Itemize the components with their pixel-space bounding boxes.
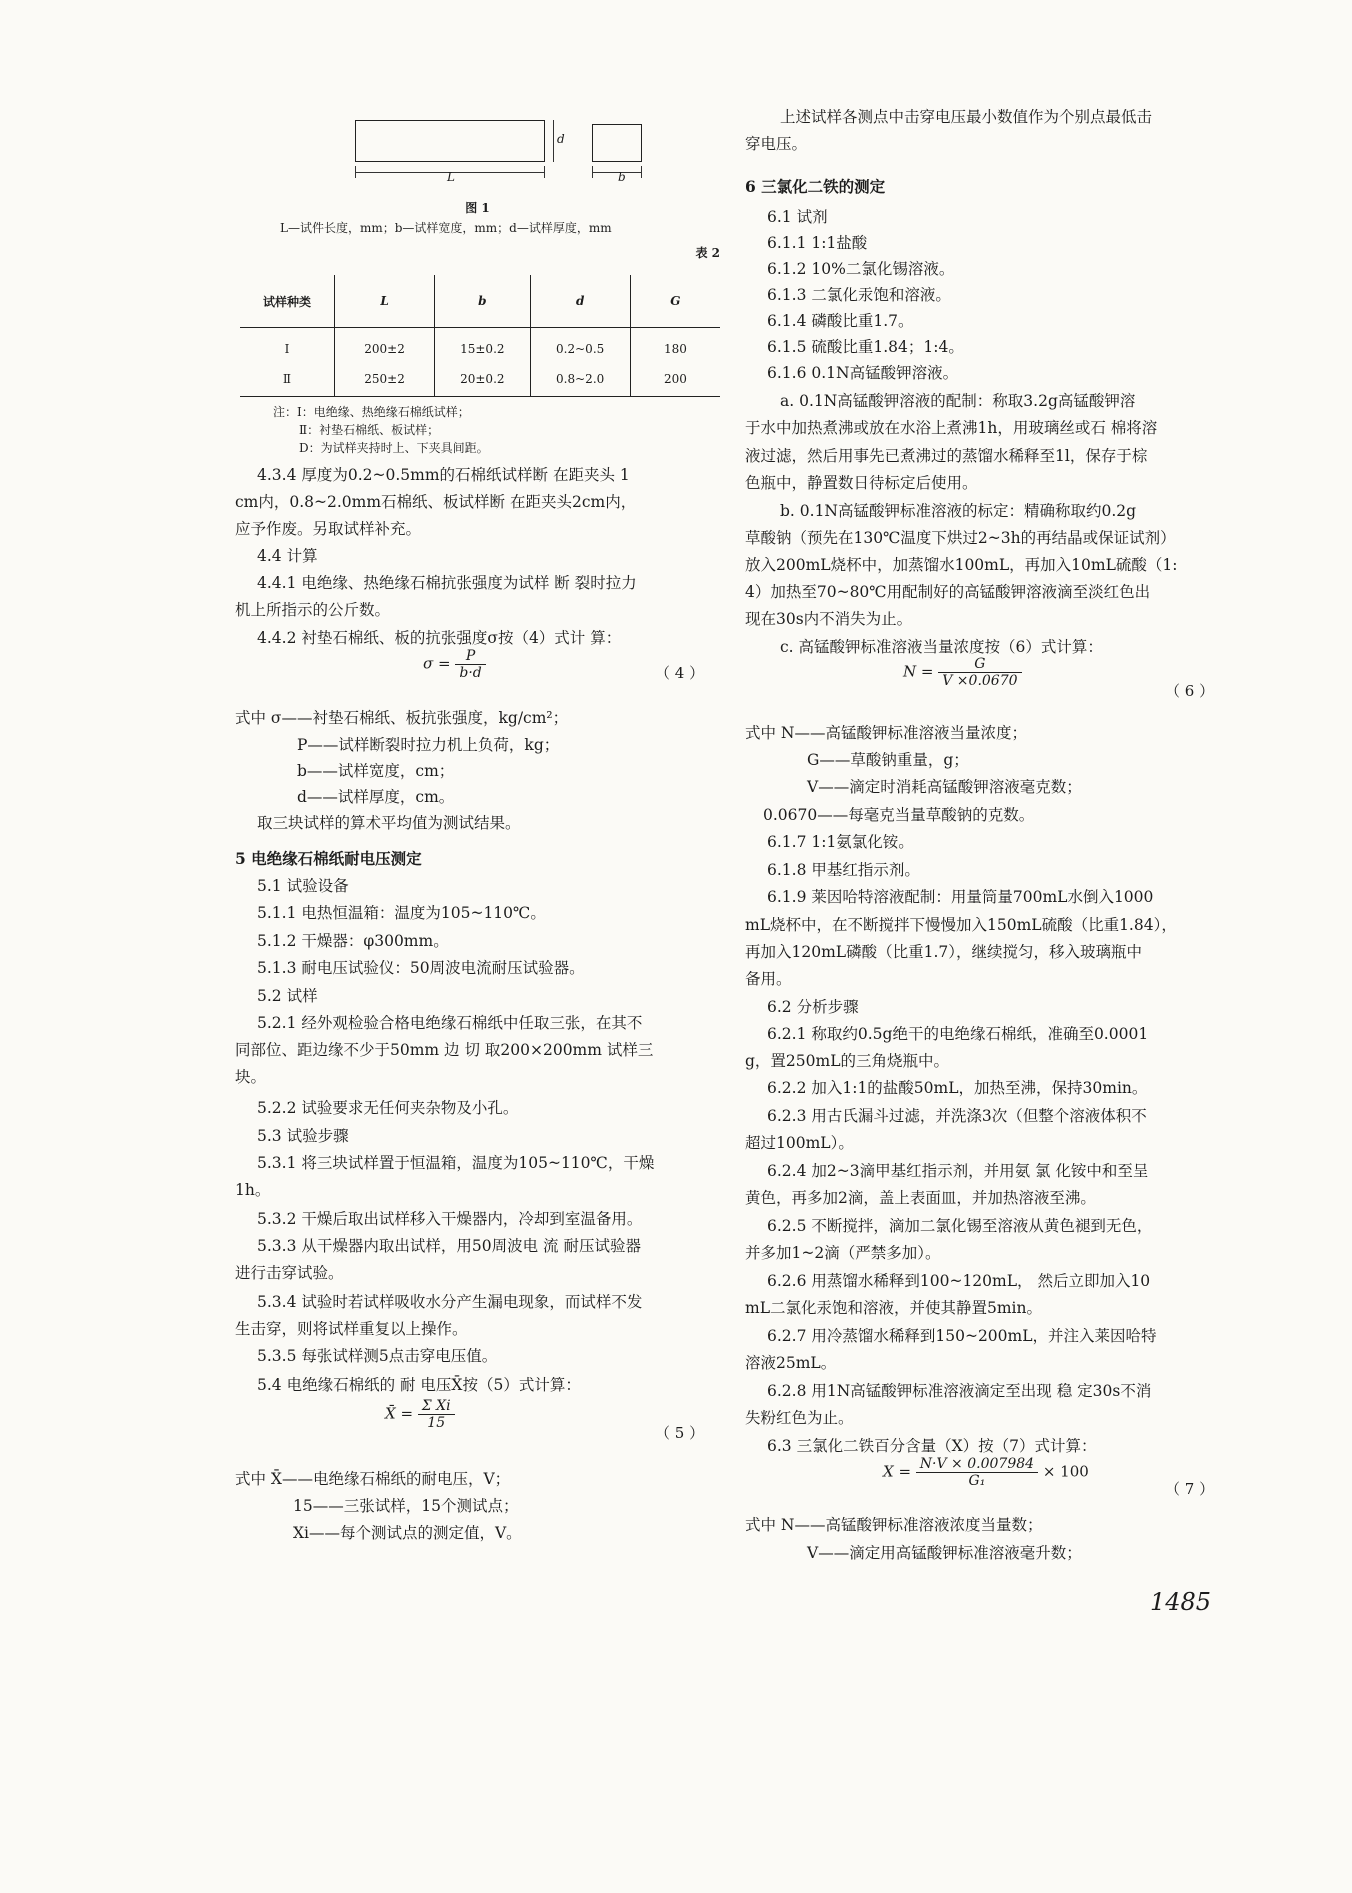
equation-number: （ 4 ） (655, 664, 705, 682)
denominator: G₁ (968, 1473, 986, 1489)
para-6-2-8: 6.2.8 用1N高锰酸钾标准溶液滴定至出现 稳 定30s不消 (767, 1382, 1152, 1400)
heading-5-2: 5.2 试样 (257, 987, 318, 1005)
heading-5-1: 5.1 试验设备 (257, 877, 349, 895)
table-2 (240, 275, 720, 397)
fraction (455, 648, 485, 681)
para-5-1-1: 5.1.1 电热恒温箱：温度为105~110℃。 (257, 904, 546, 922)
where-line: Xi——每个测试点的测定值，V。 (293, 1524, 522, 1542)
para-line: 溶液25mL。 (745, 1354, 837, 1372)
para-6-2-3: 6.2.3 用古氏漏斗过滤，并洗涤3次（但整个溶液体积不 (767, 1107, 1147, 1125)
para-line: 块。 (235, 1068, 267, 1086)
label-L: L (447, 170, 455, 184)
equation-4 (423, 648, 486, 681)
para-5-3-5: 5.3.5 每张试样测5点击穿电压值。 (257, 1347, 498, 1365)
para-line: 现在30s内不消失为止。 (745, 610, 913, 628)
para-6-1-3: 6.1.3 二氯化汞饱和溶液。 (767, 286, 951, 304)
table-header-cell: 试样种类 (240, 275, 334, 328)
table-cell: Ⅰ (284, 342, 290, 356)
where-line: G——草酸钠重量，g； (807, 751, 969, 769)
denominator: b·d (459, 665, 482, 681)
para-4-4-1: 4.4.1 电绝缘、热绝缘石棉抗张强度为试样 断 裂时拉力 (257, 574, 637, 592)
para-line: 生击穿，则将试样重复以上操作。 (235, 1320, 468, 1338)
para-line: 色瓶中，静置数日待标定后使用。 (745, 474, 978, 492)
where-line: 15——三张试样，15个测试点； (293, 1497, 519, 1515)
label-d: d (557, 132, 565, 146)
para-line: 失粉红色为止。 (745, 1409, 854, 1427)
heading-6-2: 6.2 分析步骤 (767, 998, 859, 1016)
para-line: 机上所指示的公斤数。 (235, 601, 391, 619)
para-line: 4）加热至70~80℃用配制好的高锰酸钾溶液滴至淡红色出 (745, 583, 1151, 601)
para-6-1-6: 6.1.6 0.1N高锰酸钾溶液。 (767, 364, 959, 382)
para-5-2-2: 5.2.2 试验要求无任何夹杂物及小孔。 (257, 1099, 519, 1117)
table-note: D：为试样夹持时上、下夹具间距。 (299, 441, 489, 455)
para-line: 于水中加热煮沸或放在水浴上煮沸1h，用玻璃丝或石 棉将溶 (745, 419, 1158, 437)
numerator: Σ Xi (418, 1398, 455, 1415)
para-c: c. 高锰酸钾标准溶液当量浓度按（6）式计算： (780, 638, 1103, 656)
para-6-1-5: 6.1.5 硫酸比重1.84；1:4。 (767, 338, 964, 356)
figure-caption: 图 1 (465, 201, 490, 215)
where-line: P——试样断裂时拉力机上负荷，kg； (297, 736, 560, 754)
para-6-2-4: 6.2.4 加2~3滴甲基红指示剂，并用氨 氯 化铵中和至呈 (767, 1162, 1149, 1180)
table-header-cell: d (530, 275, 630, 328)
equation-lhs: X = (883, 1462, 912, 1481)
equation-6 (903, 656, 1022, 689)
para-line: mL烧杯中，在不断搅拌下慢慢加入150mL硫酸（比重1.84）， (745, 916, 1177, 934)
denominator: V ×0.0670 (942, 673, 1018, 689)
table-cell: 180 (630, 328, 720, 363)
para-line: 备用。 (745, 970, 792, 988)
equation-lhs: σ = (423, 654, 451, 673)
equation-tail: × 100 (1042, 1462, 1089, 1481)
page-number: 1485 (1150, 1588, 1212, 1616)
equation-lhs: N = (903, 662, 934, 681)
equation-lhs: X̄ = (385, 1404, 414, 1423)
where-line: b——试样宽度，cm； (297, 762, 455, 780)
where-line: 式中 N——高锰酸钾标准溶液浓度当量数； (745, 1516, 1043, 1534)
where-line: 式中 σ——衬垫石棉纸、板抗张强度，kg/cm²； (235, 709, 569, 727)
para-a: a. 0.1N高锰酸钾溶液的配制：称取3.2g高锰酸钾溶 (780, 392, 1136, 410)
fraction (938, 656, 1021, 689)
para-5-3-1: 5.3.1 将三块试样置于恒温箱，温度为105~110℃，干燥 (257, 1154, 655, 1172)
table-cell: 200 (630, 362, 720, 397)
specimen-long-view (355, 120, 545, 162)
para-5-4: 5.4 电绝缘石棉纸的 耐 电压X̄按（5）式计算： (257, 1376, 581, 1394)
table-cell: 20±0.2 (435, 362, 530, 397)
table-header-cell: b (435, 275, 530, 328)
table-2-title: 表 2 (695, 246, 720, 260)
equation-number: （ 7 ） (1165, 1480, 1215, 1498)
para-line: 并多加1~2滴（严禁多加）。 (745, 1244, 941, 1262)
where-line: V——滴定时消耗高锰酸钾溶液毫克数； (807, 778, 1082, 796)
table-header-cell: G (630, 275, 720, 328)
where-line: 式中 X̄——电绝缘石棉纸的耐电压，V； (235, 1470, 511, 1488)
para-line: 超过100mL）。 (745, 1134, 854, 1152)
table-cell: Ⅱ (240, 362, 334, 397)
para-line: 黄色，再多加2滴，盖上表面皿，并加热溶液至沸。 (745, 1189, 1096, 1207)
para-6-3: 6.3 三氯化二铁百分含量（X）按（7）式计算： (767, 1437, 1097, 1455)
para-b: b. 0.1N高锰酸钾标准溶液的标定：精确称取约0.2g (780, 502, 1137, 520)
para-5-1-2: 5.1.2 干燥器：φ300mm。 (257, 932, 449, 950)
para-5-1-3: 5.1.3 耐电压试验仪：50周波电流耐压试验器。 (257, 959, 585, 977)
specimen-end-view (592, 124, 642, 162)
label-b: b (618, 170, 626, 184)
numerator: G (938, 656, 1021, 673)
table-header-row (240, 275, 720, 328)
para-6-1-8: 6.1.8 甲基红指示剂。 (767, 861, 920, 879)
where-line: V——滴定用高锰酸钾标准溶液毫升数； (807, 1544, 1082, 1562)
para-line: cm内，0.8~2.0mm石棉纸、板试样断 在距夹头2cm内， (235, 493, 637, 511)
figure-legend: L—试件长度，mm；b—试样宽度，mm；d—试样厚度，mm (280, 221, 612, 235)
table-cell: 200±2 (334, 328, 434, 363)
para-6-1-1: 6.1.1 1:1盐酸 (767, 234, 868, 252)
para-5-3-4: 5.3.4 试验时若试样吸收水分产生漏电现象，而试样不发 (257, 1293, 643, 1311)
table-cell: 0.8~2.0 (530, 362, 630, 397)
denominator: 15 (427, 1415, 446, 1431)
para-6-1-4: 6.1.4 磷酸比重1.7。 (767, 312, 914, 330)
para-6-2-6: 6.2.6 用蒸馏水稀释到100~120mL， 然后立即加入10 (767, 1272, 1151, 1290)
equation-number: （ 6 ） (1165, 682, 1215, 700)
fraction (418, 1398, 455, 1431)
para-4-4-2: 4.4.2 衬垫石棉纸、板的抗张强度σ按（4）式计 算： (257, 629, 622, 647)
table-row (240, 362, 720, 397)
numerator: N·V × 0.007984 (916, 1456, 1038, 1473)
para-line: 再加入120mL磷酸（比重1.7），继续搅匀，移入玻璃瓶中 (745, 943, 1142, 961)
para-line: 草酸钠（预先在130℃温度下烘过2~3h的再结晶或保证试剂） (745, 529, 1176, 547)
para-line: mL二氯化汞饱和溶液，并使其静置5min。 (745, 1299, 1042, 1317)
para-line: 穿电压。 (745, 135, 808, 153)
heading-5: 5 电绝缘石棉纸耐电压测定 (235, 849, 422, 868)
heading-5-3: 5.3 试验步骤 (257, 1127, 349, 1145)
table-note: 注：Ⅰ：电绝缘、热绝缘石棉纸试样； (273, 405, 470, 419)
para-6-2-1: 6.2.1 称取约0.5g绝干的电绝缘石棉纸，准确至0.0001 (767, 1025, 1149, 1043)
para-line: g，置250mL的三角烧瓶中。 (745, 1052, 949, 1070)
para-5-3-2: 5.3.2 干燥后取出试样移入干燥器内，冷却到室温备用。 (257, 1210, 643, 1228)
heading-6-1: 6.1 试剂 (767, 208, 828, 226)
para-6-1-2: 6.1.2 10%二氯化锡溶液。 (767, 260, 955, 278)
para-6-1-7: 6.1.7 1:1氨氯化铵。 (767, 833, 914, 851)
para-4-3-4: 4.3.4 厚度为0.2~0.5mm的石棉纸试样断 在距夹头 1 (257, 466, 630, 484)
para-line: 液过滤，然后用事先已煮沸过的蒸馏水稀释至1l，保存于棕 (745, 447, 1148, 465)
heading-6: 6 三氯化二铁的测定 (745, 177, 886, 196)
heading-4-4: 4.4 计算 (257, 547, 318, 565)
numerator: P (455, 648, 485, 665)
para-line: 应予作废。另取试样补充。 (235, 520, 422, 538)
para-line: 进行击穿试验。 (235, 1264, 344, 1282)
para-line: 1h。 (235, 1181, 271, 1199)
table-cell: 15±0.2 (435, 328, 530, 363)
para-6-2-2: 6.2.2 加入1:1的盐酸50mL，加热至沸，保持30min。 (767, 1079, 1148, 1097)
para-line: 放入200mL烧杯中，加蒸馏水100mL，再加入10mL硫酸（1: (745, 556, 1178, 574)
para-6-2-5: 6.2.5 不断搅拌，滴加二氯化锡至溶液从黄色褪到无色， (767, 1217, 1153, 1235)
para-6-2-7: 6.2.7 用冷蒸馏水稀释到150~200mL，并注入莱因哈特 (767, 1327, 1157, 1345)
para-average: 取三块试样的算术平均值为测试结果。 (257, 814, 521, 832)
equation-5 (385, 1398, 455, 1431)
para-5-3-3: 5.3.3 从干燥器内取出试样，用50周波电 流 耐压试验器 (257, 1237, 641, 1255)
table-note: Ⅱ：衬垫石棉纸、板试样； (299, 423, 440, 437)
where-line: 式中 N——高锰酸钾标准溶液当量浓度； (745, 724, 1027, 742)
para-5-2-1: 5.2.1 经外观检验合格电绝缘石棉纸中任取三张，在其不 (257, 1014, 643, 1032)
fraction (916, 1456, 1038, 1489)
para-line: 同部位、距边缘不少于50mm 边 切 取200×200mm 试样三 (235, 1041, 654, 1059)
equation-number: （ 5 ） (655, 1424, 705, 1442)
equation-7 (883, 1456, 1089, 1489)
table-row (240, 328, 720, 363)
para-6-1-9: 6.1.9 莱因哈特溶液配制：用量筒量700mL水倒入1000 (767, 888, 1154, 906)
table-cell: 250±2 (334, 362, 434, 397)
where-line: d——试样厚度，cm。 (297, 788, 455, 806)
where-line: 0.0670——每毫克当量草酸钠的克数。 (763, 806, 1035, 824)
table-cell: 0.2~0.5 (530, 328, 630, 363)
para-min-voltage: 上述试样各测点中击穿电压最小数值作为个别点最低击 (780, 108, 1153, 126)
table-header-cell: L (334, 275, 434, 328)
